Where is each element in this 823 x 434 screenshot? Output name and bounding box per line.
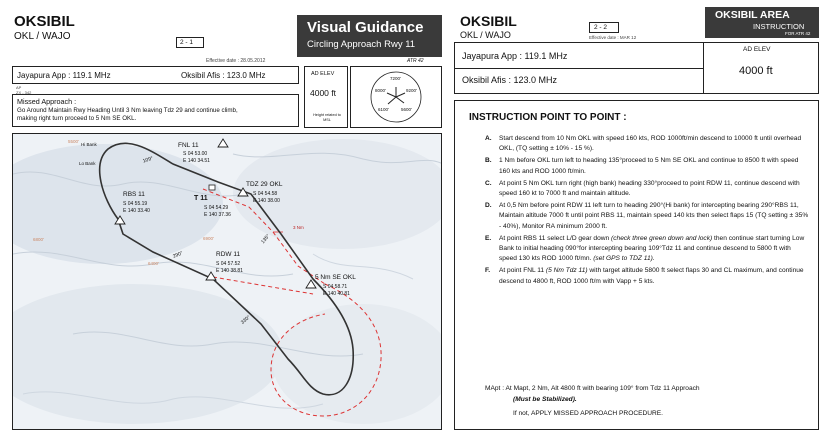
- msa-north: 7200': [390, 76, 401, 81]
- freq-app: Jayapura App : 119.1 MHz: [17, 71, 111, 80]
- ad-elev-value: 4000 ft: [310, 88, 336, 98]
- right-banner: [705, 7, 819, 38]
- right-ad-elev-value: 4000 ft: [739, 65, 773, 77]
- item-mark: D.: [485, 202, 492, 210]
- hdg-330-label: 330°: [239, 314, 252, 326]
- tdz-lat: S 04 54.58: [253, 191, 278, 197]
- item-text-cont: then continue start turning Low Bank to initial heading 090°for intercepting bearing 109°Tdz 11 and continue descend to 5800 ft with speed 130 kts ROD 1000 ft/mn.: [499, 234, 805, 263]
- right-ad-elev-label: AD ELEV: [743, 46, 771, 53]
- rdw-name: RDW 11: [216, 251, 241, 258]
- missed-approach-box: [12, 94, 299, 127]
- right-title: OKSIBIL: [460, 13, 517, 29]
- item-mark: C.: [485, 179, 492, 187]
- instruction-item: [485, 234, 810, 265]
- fnl-lon: E 140 34.51: [183, 158, 210, 164]
- t11-lon: E 140 37.36: [204, 212, 231, 218]
- left-title: OKSIBIL: [14, 13, 75, 30]
- banner-title: Visual Guidance: [307, 19, 424, 36]
- freq-afis: Oksibil Afis : 123.0 MHz: [181, 71, 266, 80]
- rbs-lon: E 140 33.40: [123, 208, 150, 214]
- tdz-lon: E 140 38.00: [253, 198, 280, 204]
- item-italic: (5 Nm Tdz 11): [545, 267, 588, 275]
- right-page-number: 2 - 2: [594, 24, 608, 31]
- se-name: 5 Nm SE OKL: [315, 274, 356, 281]
- instruction-item: [485, 134, 810, 154]
- hdg-135-label: 135°: [260, 233, 272, 246]
- left-banner: [297, 15, 442, 57]
- right-page-number-box: [589, 22, 619, 33]
- ad-elev-box: [304, 66, 348, 128]
- msa-east: 9200': [406, 88, 417, 93]
- hdg-109-label: 109°: [142, 155, 154, 165]
- left-page-number-box: [176, 37, 204, 48]
- ap-ref: AP: [16, 85, 22, 90]
- mapt-line-3: If not, APPLY MISSED APPROACH PROCEDURE.: [513, 410, 663, 417]
- item-text: At 0,5 Nm before point RDW 11 left turn to heading 290°(Hi bank) for intercepting bearing 290°RBS 11, Maintain altitude 7000 ft until point RBS 11, maintain speed 140 kts then select flaps 15 (TQ setting ± 35% - 40%), Monitor RA minimum 2000 ft.: [499, 202, 809, 230]
- left-page-number: 2 - 1: [180, 39, 194, 46]
- height-note: Height related to MSL: [313, 113, 341, 122]
- area-title: OKSIBIL AREA: [715, 9, 790, 21]
- item-italic: (check three green down and lock): [611, 234, 713, 242]
- missed-text-2: making right turn proceed to 5 Nm SE OKL.: [17, 115, 137, 122]
- instruction-heading: INSTRUCTION POINT TO POINT :: [469, 112, 627, 123]
- lo-bank-label: Lo Bank: [79, 161, 96, 166]
- elev-6900: 6900': [203, 236, 214, 241]
- rbs-lat: S 04 55.19: [123, 201, 148, 207]
- left-aircraft: ATR 42: [407, 58, 424, 64]
- item-text-cont: with target altitude 5800 ft select flaps 30 and CL maximum, and continue descend to 4800 ft, ROD 1000 ft/m with Vapp + 5 kts.: [499, 267, 804, 285]
- fnl-name: FNL 11: [178, 142, 199, 149]
- header-hline: [455, 68, 703, 69]
- se-lon: E 140 40.81: [323, 291, 350, 297]
- item-text: At point RBS 11 select L/D gear down: [499, 234, 612, 242]
- right-freq-afis: Oksibil Afis : 123.0 MHz: [462, 75, 558, 85]
- instruction-item: [485, 266, 810, 286]
- approach-map: [12, 133, 442, 430]
- left-subtitle: OKL / WAJO: [14, 31, 71, 42]
- frequency-box: [12, 66, 299, 84]
- item-mark: B.: [485, 157, 492, 165]
- msa-southwest: 6100': [378, 107, 389, 112]
- instruction-item: [485, 179, 810, 199]
- ap-code: ZX - 342: [16, 90, 32, 95]
- item-mark: E.: [485, 234, 492, 242]
- msa-south: 5600': [401, 107, 412, 112]
- tdz-name: TDZ 29 OKL: [246, 181, 283, 188]
- item-text: At point 5 Nm OKL turn right (high bank) heading 330°proceed to point RDW 11, continue descend with speed 160 kt to 7000 ft and maintain altitude.: [499, 179, 800, 198]
- msa-west: 8000': [375, 88, 386, 93]
- t11-name: T 11: [194, 195, 208, 202]
- se-lat: S 04 58.71: [323, 284, 348, 290]
- right-instruction-page: [452, 0, 823, 434]
- fnl-lat: S 04 53.00: [183, 151, 208, 157]
- missed-text-1: Go Around Maintain Rwy Heading Until 3 Nm leaving Tdz 29 and continue climb,: [17, 107, 238, 114]
- rdw-lon: E 140 38.81: [216, 268, 243, 274]
- instruction-item: [485, 201, 810, 232]
- t11-lat: S 04 54.29: [204, 205, 229, 211]
- header-divider: [703, 43, 704, 93]
- left-effective-date: Effective date : 28.05.2012: [206, 58, 266, 64]
- instruction-box: [454, 100, 819, 430]
- ad-elev-label: AD ELEV: [311, 71, 335, 77]
- msa-box: [350, 66, 442, 128]
- rdw-lat: S 04 57.52: [216, 261, 241, 267]
- area-instruction: INSTRUCTION: [753, 22, 805, 31]
- area-aircraft: FOR ATR 42: [785, 31, 811, 36]
- hdg-290-label: 290°: [172, 250, 184, 260]
- rbs-name: RBS 11: [123, 191, 145, 198]
- three-nm-label: 3 Nm: [293, 225, 304, 230]
- item-mark: A.: [485, 135, 492, 142]
- terrain-and-track: [13, 134, 442, 430]
- hi-bank-label: Hi Bank: [81, 142, 97, 147]
- item-text: 1 Nm before OKL turn left to heading 135°proceed to 5 Nm SE OKL and continue to 8500 ft with speed 160 kts and ROD 1000 ft/min.: [499, 157, 799, 175]
- mapt-line-2: (Must be Stabilized).: [513, 396, 577, 403]
- elev-6800: 6800': [33, 237, 44, 242]
- elev-6400: 6400': [148, 261, 159, 266]
- banner-subtitle: Circling Approach Rwy 11: [307, 39, 416, 50]
- right-freq-app: Jayapura App : 119.1 MHz: [462, 51, 568, 61]
- right-header-box: [454, 42, 819, 94]
- item-italic-2: (set GPS to TDZ 11).: [593, 255, 655, 263]
- missed-title: Missed Approach :: [17, 97, 77, 106]
- right-subtitle: OKL / WAJO: [460, 30, 511, 40]
- instruction-list: [485, 134, 810, 289]
- item-mark: F.: [485, 267, 491, 275]
- item-text: At point FNL 11: [499, 267, 546, 275]
- elev-5500: 5500': [68, 139, 79, 144]
- mapt-line-1: MApt : At Mapt, 2 Nm, Alt 4800 ft with bearing 109° from Tdz 11 Approach: [485, 385, 700, 392]
- instruction-item: [485, 156, 810, 176]
- right-effective-date: Effective date : MAR 12: [589, 35, 637, 40]
- item-text: Start descend from 10 Nm OKL with speed 160 kts, ROD 1000ft/min descend to 10000 ft until overhead OKL, (TQ setting ± 10% - 15 %).: [499, 135, 802, 153]
